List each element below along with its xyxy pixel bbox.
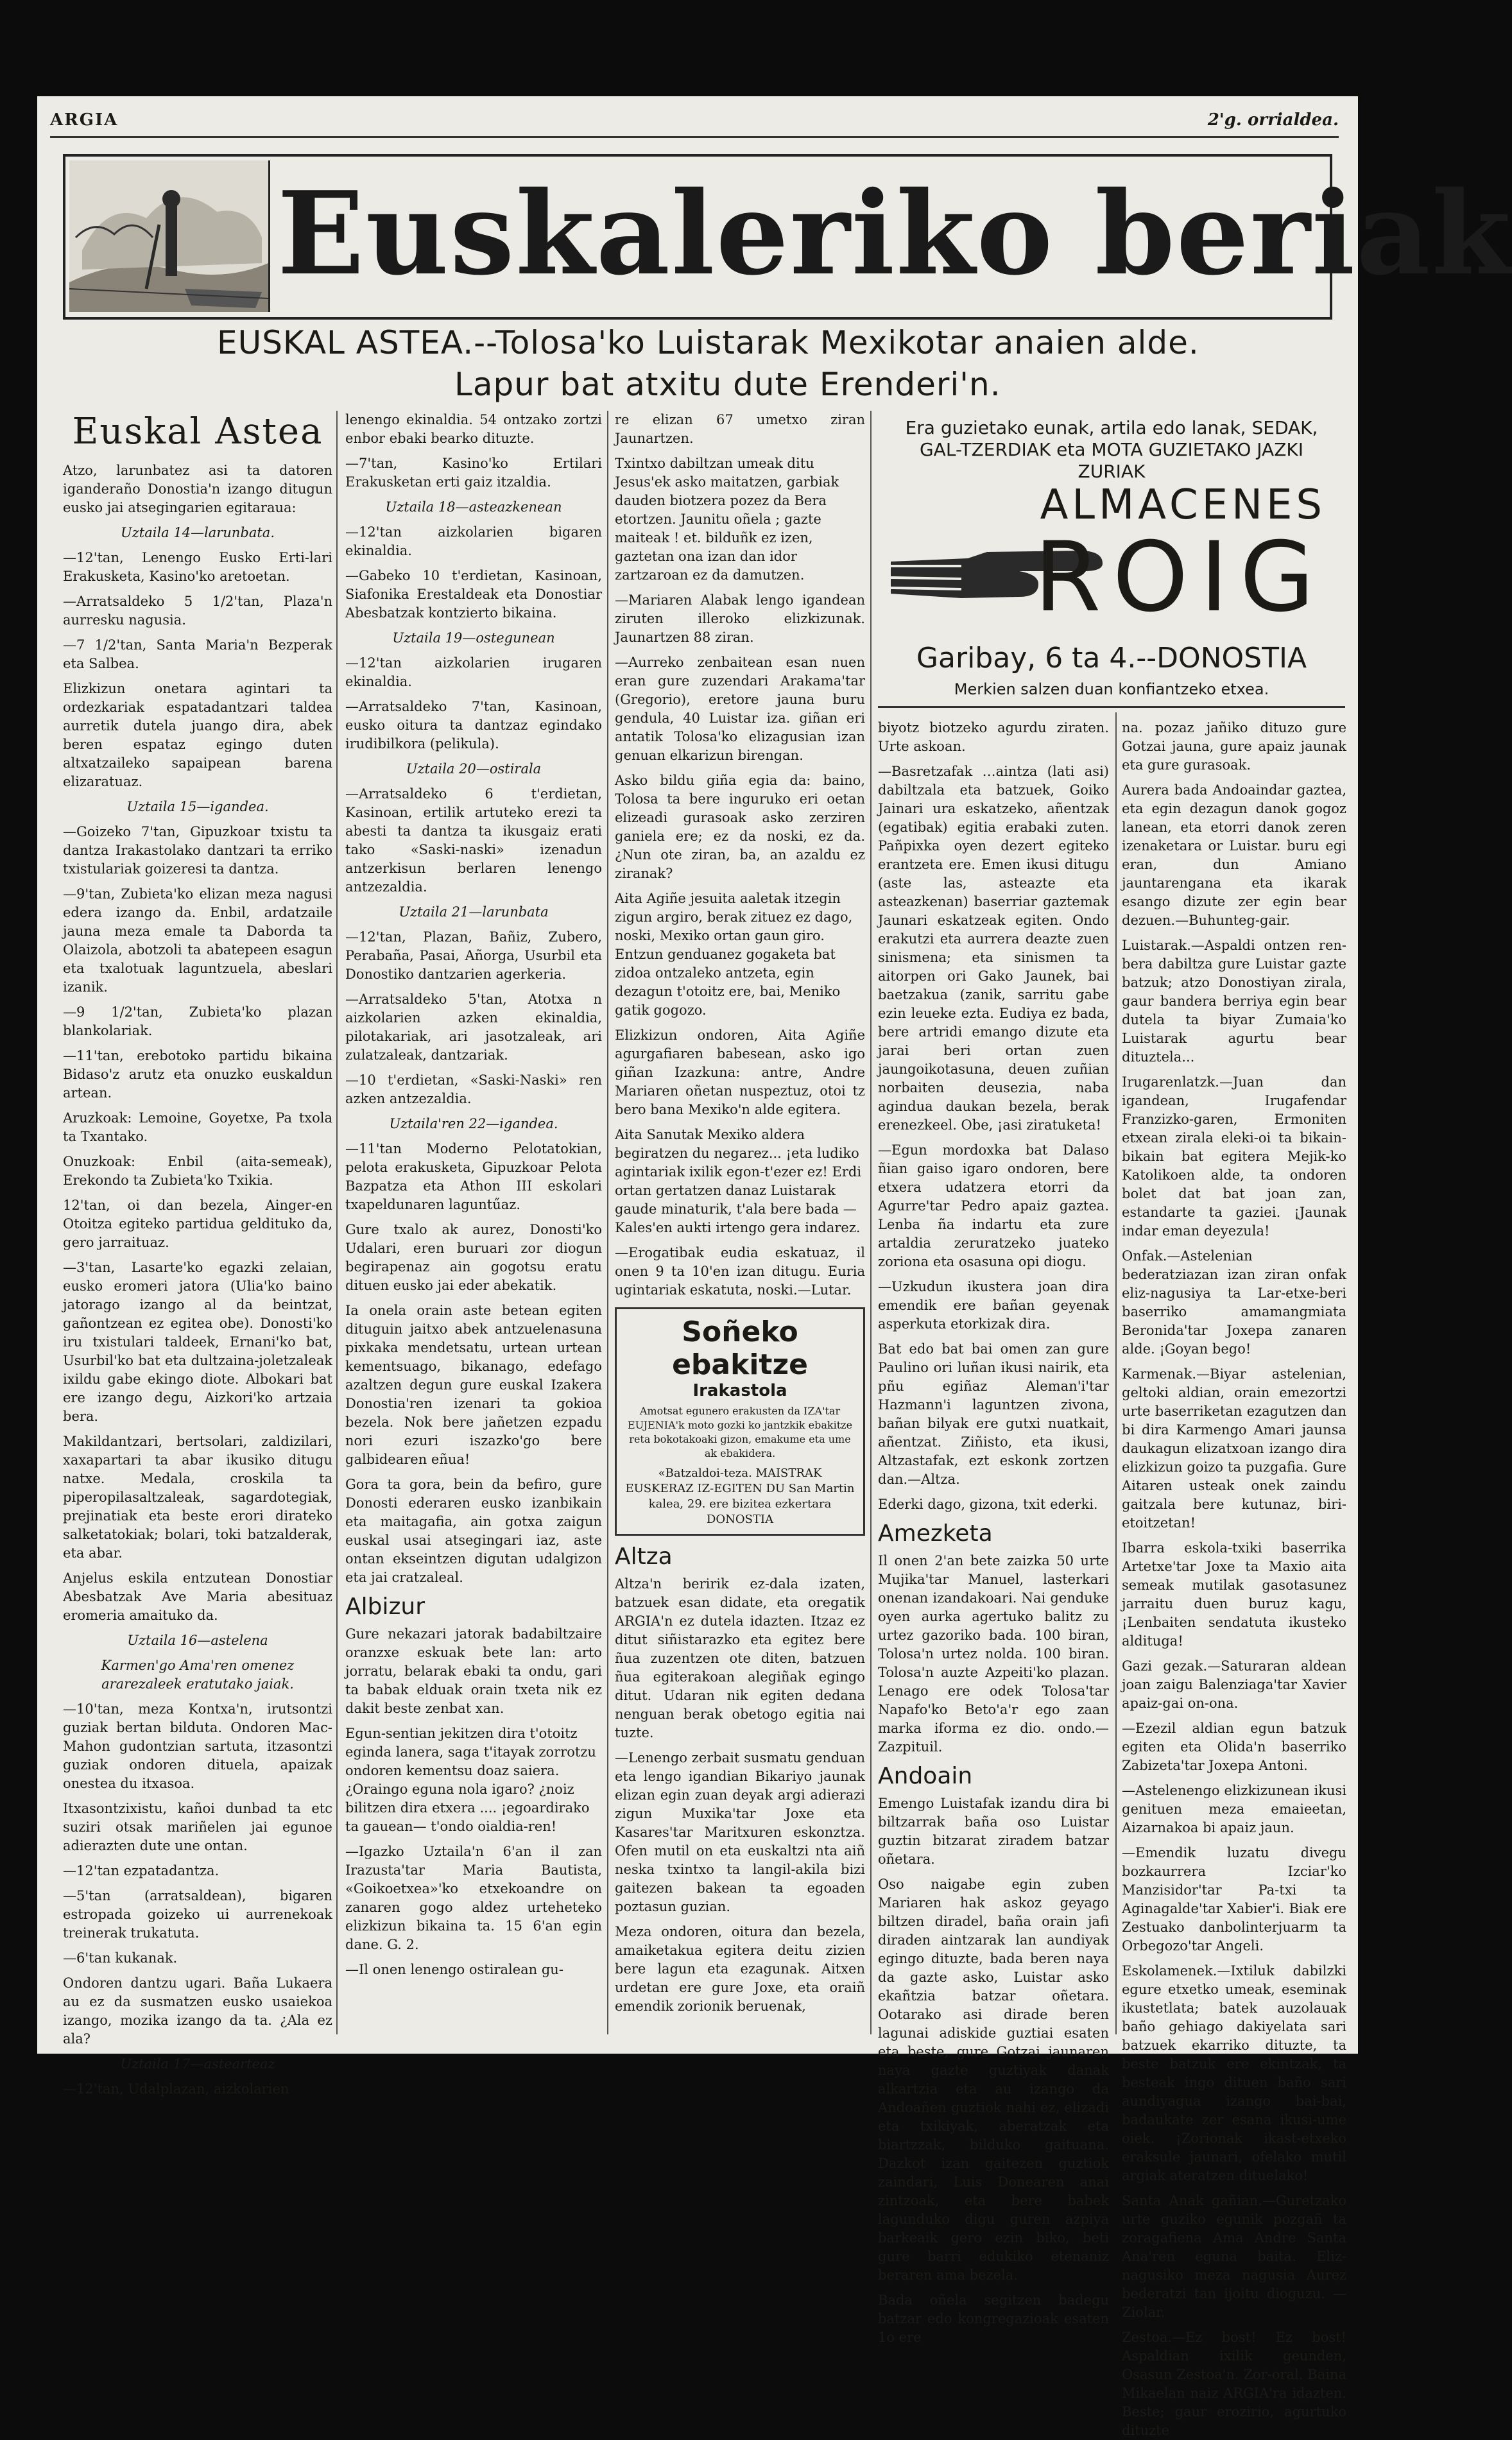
paragraph: 12'tan, oi dan bezela, Ainger-en Otoitza egiteko partidua geldituko da, gero jarraituaz. xyxy=(63,1198,332,1250)
paragraph: Meza ondoren, oitura dan bezela, amaiketakua egitera deitu zizien bere lagun eta ezagunak. Aitxen urdetan ere gure Joxe, eta oraiñ emendik zorionik beruenak, xyxy=(615,1924,865,2014)
column-3 xyxy=(615,411,865,2034)
masthead xyxy=(63,154,1512,320)
paragraph: lenengo ekinaldia. 54 ontzako zortzi enbor ebaki bearko dituzte. xyxy=(345,412,602,446)
paragraph: Atzo, larunbatez asi ta datoren iganderaño Donostia'n izango ditugun eusko jai atsegingarien egitaraua: xyxy=(63,463,332,515)
paragraph: —6'tan kukanak. xyxy=(63,1950,178,1966)
poem: Aita Sanutak Mexiko aldera begiratzen du negarez... ¡eta ludiko agintariak ixilik egon-t'ezer ez! Erdi ortan gertatzen danaz Luistarak gaude minaturik, t'ala bere bada —Kales'en aukti irtengo gera indarez. xyxy=(615,1127,862,1235)
headline-sub: Lapur bat atxitu dute Erenderi'n. xyxy=(454,366,1001,403)
paragraph: —12'tan, Lenengo Eusko Erti-lari Erakusketa, Kasino'ko aretoetan. xyxy=(63,550,332,584)
column-rule xyxy=(336,411,338,2034)
date-line: Uztaila 18—asteazkenean xyxy=(385,499,562,515)
paragraph: —11'tan Moderno Pelotatokian, pelota erakusketa, Gipuzkoar Pelota Bazpatza eta Athon III eskolari txapeldunaren laguntűaz. xyxy=(345,1141,602,1212)
paragraph: Gure txalo ak aurez, Donosti'ko Udalari, eren buruari zor diogun begirapenaz ain gogotsu eratu dituen eusko jai eder abekatik. xyxy=(345,1222,602,1293)
date-line: Uztaila 17—astearteaz xyxy=(120,2056,275,2072)
ad-body-2: «Batzaldoi-teza. MAISTRAK EUSKERAZ IZ-EGITEN DU San Martin kalea, 29. ere bizitea ezkertara DONOSTIA xyxy=(625,1466,855,1526)
date-line: Uztaila 21—larunbata xyxy=(399,904,549,920)
newspaper-page xyxy=(37,96,1512,2438)
column-1 xyxy=(63,411,332,2097)
paragraph: —Arratsaldeko 5 1/2'tan, Plaza'n aurresku nagusia. xyxy=(63,594,332,628)
date-line: Uztaila 14—larunbata. xyxy=(121,525,275,540)
ad-footer: Merkien salzen duan konfiantzeko etxea. xyxy=(954,680,1269,698)
ad-store-name-1: ALMACENES xyxy=(1040,481,1326,529)
section-heading-altza: Altza xyxy=(615,1543,673,1570)
section-heading-amezketa: Amezketa xyxy=(878,1520,993,1547)
ad-intro: Era guzietako eunak, artila edo lanak, SEDAK, GAL-TZERDIAK eta MOTA GUZIETAKO JAZKI ZURIAK xyxy=(905,417,1318,482)
paragraph: —7 1/2'tan, Santa Maria'n Bezperak eta Salbea. xyxy=(63,637,332,671)
paragraph: Elizkizun ondoren, Aita Agiñe agurgafiaren babesean, asko igo giñan Izazkuna: antre, Andre Mariaren oñetan nuspeztuz, otoi tz bero bana Mexiko'n alde egitera. xyxy=(615,1027,865,1117)
paragraph: Irugarenlatzk.—Juan dan igandean, Irugafendar Franzizko-garen, Ermoniten etxean zirala eleki-oi ta bikain-bikain bat egitera Mejik-ko Katolikoen alde, ta ondoren bolet dat bat joan zan, estandarte ta gaziei. ¡Jaunak indar eman deyezula! xyxy=(1122,1074,1346,1239)
paragraph: —12'tan ezpatadantza. xyxy=(63,1863,219,1878)
ad-address: Garibay, 6 ta 4.--DONOSTIA xyxy=(916,642,1307,674)
paragraph: —Uzkudun ikustera joan dira emendik ere bañan geyenak asperkuta etorkizak dira. xyxy=(878,1279,1109,1332)
ad-store-name-2: ROIG xyxy=(1034,522,1326,633)
paragraph: —Goizeko 7'tan, Gipuzkoar txistu ta dantza Irakastolako dantzari ta erriko txistulariak goizeresi ta dantza. xyxy=(63,824,332,877)
section-heading-andoain: Andoain xyxy=(878,1763,973,1789)
paragraph: —Arratsaldeko 6 t'erdietan, Kasinoan, ertilik artuteko erezi ta abesti ta dantza ta ikusgaiz erati tako «Saski-naski» izenadun antzerkisun berlaren lenengo antzezaldia. xyxy=(345,786,602,895)
poem: Txintxo dabiltzan umeak ditu Jesus'ek asko maitatzen, garbiak dauden biotzera pozez da Bera etortzen. Jaunitu oñela ; gazte maiteak ! et. bilduñk ez izen, gaztetan ona izan dan idor zartzaroan ez da damutzen. xyxy=(615,456,839,583)
column-rule xyxy=(1115,712,1117,2034)
paragraph: Altza'n beririk ez-dala izaten, batzuek esan didate, eta oregatik ARGIA'n ez dutela idazten. Itzaz ez ditut siñistarazko eta egitez bere ñua zuzentzen ote diten, batzuen ñua egiterakoan alegiñak egingo ditut. Udaran nik egiten dedana nenguan berak obetogo egitia nai tuzte. xyxy=(615,1576,865,1740)
headline-main: EUSKAL ASTEA.--Tolosa'ko Luistarak Mexikotar anaien alde. xyxy=(217,324,1199,361)
column-4 xyxy=(878,719,1109,2345)
masthead-title: Euskaleriko beriak xyxy=(277,166,1512,300)
running-head-left: ARGIA xyxy=(50,110,119,130)
paragraph: biyotz biotzeko agurdu ziraten. Urte askoan. xyxy=(878,720,1109,754)
page-number: 2'g. orrialdea. xyxy=(1207,110,1339,130)
paragraph: —12'tan aizkolarien irugaren ekinaldia. xyxy=(345,655,602,689)
paragraph: Anjelus eskila entzutean Donostiar Abesbatzak Ave Maria abesituaz eromeria amaituko da. xyxy=(63,1570,332,1623)
paragraph: —10'tan, meza Kontxa'n, irutsontzi guziak bertan bilduta. Ondoren Mac-Mahon gudontzian sartuta, itzasontzi guziak ondoren dituela, apaizak onestea du itxasoa. xyxy=(63,1701,332,1791)
paragraph: Zestoa.—Ez bost! Ez bost! Aspaldian ixilik geunden, Osasun Zestoa'n. Zor-oral. Baina Mikaelan naiz ARGIA'ra idazten. Beste; gaur erozirio, agurtuko dituzte xyxy=(1122,2330,1346,2438)
almacenes-roig-ad xyxy=(878,411,1345,708)
paragraph: —Lenengo zerbait susmatu genduan eta lengo igandian Bikariyo jaunak elizan egin zuan deyak argi adierazi zigun Muxika'tar Joxe eta Kasares'tar Maritxuren eskonztza. Ofen mutil on eta euskaltzi nta aiñ neska txintxo ta langil-akila bizi gaitezen bakean ta egoaden poztasun guzian. xyxy=(615,1750,865,1914)
paragraph: Karmen'go Ama'ren omenez ararezaleek eratutako jaiak. xyxy=(101,1658,295,1692)
paragraph: —Igazko Uztaila'n 6'an il zan Irazusta'tar Maria Bautista, «Goikoetxea»'ko etxekoandre on zanaren gogo aldez urteheteko elizkizun bikaina ta. 15 6'an egin dane. G. 2. xyxy=(345,1844,602,1952)
paragraph: —Aurreko zenbaitean esan nuen eran gure zuzendari Arakama'tar (Gregorio), eretore jauna buru gendula, 40 Luistar iza. giñan eri antatik Tolosa'ko elizagusian izan genuan elkarizun birengan. xyxy=(615,655,865,763)
ad-title: Soñeko ebakitze xyxy=(672,1316,808,1381)
masthead-illustration xyxy=(69,160,270,312)
paragraph: —Egun mordoxka bat Dalaso ñian gaiso igaro ondoren, bere etxera udatzera etorri da Agurre'tar Pedro apaiz gaztea. Lenba ña indartu eta zure artaldia zeruratzeko juateko zoriona eta osasuna opi diogu. xyxy=(878,1142,1109,1269)
paragraph: Asko bildu giña egia da: baino, Tolosa ta bere inguruko eri oetan elizeadi gurasoak asko zerziren ganiela ere; ez da noski, ez da. ¿Nun ote ziran, ba, an azaldu ez ziranak? xyxy=(615,773,865,881)
paragraph: Eskolamenek.—Ixtiluk dabilzki egure etxetko umeak, eseminak ikustetlata; batek auzolauak baño gehiago dakiyelata sari batzuek ekarriko dituzte, ta beste batzuk ere ekintzak, ta besteak ingo dituen baño sari aundiyagua izango bai-bai, badaukate zer esana ikusi-ume oiek. ¡Zorionak ikast-etxeko eraksule jaunari, ofelako mutil argiak ateratzen dituelako! xyxy=(1122,1963,1346,2183)
paragraph: —Mariaren Alabak lengo igandean ziruten illeroko elizkizunak. Jaunartzen 88 ziran. xyxy=(615,592,865,645)
paragraph: Bat edo bat bai omen zan gure Paulino ori luñan ikusi nairik, eta pñu egiñaz Aleman'i'tar Hazmann'i laguntzen zivona, bañan bilyak ere gutxi nuatkait, añentzat. Ziñisto, eta ikusi, Altzastafak, ezt eskonk zortzen dan.—Altza. xyxy=(878,1341,1109,1487)
paragraph: —Emendik luzatu divegu bozkaurrera Izciar'ko Manzisidor'tar Pa-txi ta Aginagalde'tar Xabier'i. Biak ere Zestuako danbolinterjuarm ta Orbegozo'tar Angeli. xyxy=(1122,1845,1346,1954)
column-5 xyxy=(1122,719,1346,2438)
paragraph: Gazi gezak.—Saturaran aldean joan zaigu Balenziaga'tar Xavier apaiz-gai on-ona. xyxy=(1122,1658,1346,1711)
paragraph: —Gabeko 10 t'erdietan, Kasinoan, Siafonika Erestaldeak eta Donostiar Abesbatzak kontzierto bikaina. xyxy=(345,568,602,621)
date-line: Uztaila 19—ostegunean xyxy=(392,630,555,646)
paragraph: Ondoren dantzu ugari. Baña Lukaera au ez da susmatzen eusko usaiekoa izango, mozika izango da ta. ¿Ala ez ala? xyxy=(63,1975,332,2047)
paragraph: Itxasontzixistu, kañoi dunbad ta etc suziri otsak mariñelen jai egunoe adierazten dute une ontan. xyxy=(63,1801,332,1853)
paragraph: Aruzkoak: Lemoine, Goyetxe, Pa txola ta Txantako. xyxy=(63,1110,332,1144)
paragraph: —7'tan, Kasino'ko Ertilari Erakusketan erti gaiz itzaldia. xyxy=(345,456,602,490)
paragraph: —10 t'erdietan, «Saski-Naski» ren azken antzezaldia. xyxy=(345,1072,602,1106)
paragraph: —9 1/2'tan, Zubieta'ko plazan blankolariak. xyxy=(63,1004,332,1038)
paragraph: Luistarak.—Aspaldi ontzen ren-bera dabiltza gure Luistar gazte batzuk; atzo Donostiyan zirala, gaur bandera berriya egin bear dutela ta biyar Zumaia'ko Luistarak agurtu bear dituztela... xyxy=(1122,938,1346,1065)
paragraph: —12'tan aizkolarien bigaren ekinaldia. xyxy=(345,524,602,558)
ad-subtitle: Irakastola xyxy=(692,1381,787,1400)
soneko-ebakitze-ad xyxy=(615,1307,865,1536)
paragraph: Onfak.—Astelenian bederatziazan izan ziran onfak eliz-nagusiya ta Lar-etxe-beri baserriko amamangmiata Beronida'tar Joxepa zanaren alde. ¡Goyan bego! xyxy=(1122,1248,1346,1357)
paragraph: Ibarra eskola-txiki baserrika Artetxe'tar Joxe ta Maxio aita semeak mutilak gasotasunez jarraitu duen buruz kagu, ¡Lenbaiten sendatuta ikusteko aldituga! xyxy=(1122,1540,1346,1649)
poem: Egun-sentian jekitzen dira t'otoitz eginda lanera, saga t'itayak zorrotzu ondoren kementsu doaz saiera. ¿Oraingo eguna nola igaro? ¿noiz bilitzen dira etxera .... ¡egoardirako ta gauean— t'ondo oialdia-ren! xyxy=(345,1726,596,1834)
paragraph: Oso naigabe egin zuben Mariaren hak askoz geyago biltzen diradel, baña orain jafi diraden aintzarak lan aundiyak egingo dituzte, bada beren naya da gazte asko, Luistar asko ekañtzia batzar oñetara. Ootarako asi dirade beren lagunai adiskide guztiai esaten eta beste, gure Gotzai jaunaren naya gazte guztiyak danak alkartzia eta au izango da Andoañen guztiok nahi ez, elizadi eta txikiyak, aberatzak eta biartzzak, bilduko gaituana. Dazkot izan gaitezen guztiok zaindari, Luis Donearen anai zintzoak, eta bere babek lagunduko digu guren azpiya barkeaik gero ezin biko, beti gure barri edukiko etenaniz beraren ama bezela. xyxy=(878,1877,1109,2283)
column-rule xyxy=(870,411,872,2034)
paragraph: re elizan 67 umetxo ziran Jaunartzen. xyxy=(615,412,865,446)
column-2 xyxy=(345,411,602,2034)
paragraph: Ederki dago, gizona, txit ederki. xyxy=(878,1497,1098,1512)
section-heading-albizur: Albizur xyxy=(345,1594,425,1620)
paragraph: —Astelenengo elizkizunean ikusi genituen meza emaieetan, Aizarnakoa bi apaiz jaun. xyxy=(1122,1783,1346,1835)
paragraph: Ia onela orain aste betean egiten dituguin jaitxo abek antzuelenasuna pixkaka mendetsatu, urtean urtean kementsuago, bikanago, edefago azaltzen degun gure euskal Izakera Donostia'ren izenari ta gokioa bezela. Nok bere jañetzen ezpadu nori ezuri iszazko'go bere galbidearen eñua! xyxy=(345,1303,602,1467)
paragraph: —9'tan, Zubieta'ko elizan meza nagusi edera izango da. Enbil, ardatzaile jauna meza emale ta Daborda ta Olaizola, abotzoli ta abatepeen esagun eta txalotuak laguntzuela, abeslari izanik. xyxy=(63,886,332,995)
paragraph: Onuzkoak: Enbil (aita-semeak), Erekondo ta Zubieta'ko Txikia. xyxy=(63,1154,332,1188)
paragraph: Santa Anak gañian.—Guretzako urte guziko egunik pozgañ ta zoragafiena Ama Andre Santa Ana'ren eguna baita. Eliz-nagusiko meza nagusia Aurez bederatzi tan ijoitu dioguzu. —Ziolar. xyxy=(1122,2193,1346,2320)
poem: Aita Agiñe jesuita aaletak itzegin zigun argiro, berak zituez ez dago, noski, Mexiko ortan gaun giro. Entzun genduanez gogaketa bat zidoa ontzaleko antzeta, egin dezagun t'otoitz ere, bai, Meniko gatik gogozo. xyxy=(615,891,853,1018)
paragraph: —12'tan, Plazan, Bañiz, Zubero, Perabaña, Pasai, Añorga, Usurbil eta Donostiko dantzarien agerkeria. xyxy=(345,929,602,982)
paragraph: —12'tan, Udalplazan, aizkolarien xyxy=(63,2081,289,2097)
date-line: Uztaila 16—astelena xyxy=(127,1633,268,1648)
paragraph: —3'tan, Lasarte'ko egazki zelaian, eusko eromeri jatora (Ulia'ko baino jatorago izango al da beintzat, gañontzean ez egitea obe). Donosti'ko iru txistulari taldeek, Ernani'ko bat, Usurbil'ko bat eta dultzaina-joletzaleak ixildu gabe ekingo diote. Albokari bat ere izango degu, Aizkori'ko artzaia bera. xyxy=(63,1260,332,1424)
paragraph: —Arratsaldeko 7'tan, Kasinoan, eusko oitura ta dantzaz egindako irudibilkora (pelikula). xyxy=(345,699,602,752)
paragraph: —Basretzafak …aintza (lati asi) dabiltzala eta batzuek, Goiko Jainari ura eskatzeko, añentzak (egatibak) egitia erabaki zuten. Pañpixka oyen dezert egiteko erantzeta ere. Emen ikusi ditugu (aste las, asteazte eta asteazkenan) baserriar gaztemak Jaunari eskatzeak egiten. Ondo erakutzi eta aurrera deazte zuen sinismena; eta sinismen ta aitorpen ori Gako Jaunek, bai baetzakua (zanik, sarritu gabe ezin leueke ezta. Eudiya ez bada, bere artridi emango dizute eta jarai beri ortan zuen jaungoikotasuna, deuen zuñian norbaiten deusezia, naba agindua daukan bezela, berak erenezkeel. Obe, ¡asi ziratuketa! xyxy=(878,764,1109,1133)
paragraph: Aurera bada Andoaindar gaztea, eta egin dezagun danok gogoz lanean, eta etorri danok zeren izenaketara or Luistar. buru egi eran, dun Amiano jauntarengana eta ikarak esango dizute zer egin bear dezuen.—Buhunteg-gair. xyxy=(1122,782,1346,928)
paragraph: —11'tan, erebotoko partidu bikaina Bidaso'z arutz eta onuzko euskaldun artean. xyxy=(63,1048,332,1101)
paragraph: Elizkizun onetara agintari ta ordezkariak espatadantzari taldea aurretik dutela juango dira, abek beren espataz egingo duten altxatzaileko sapaipean barena elizaratuaz. xyxy=(63,681,332,789)
paragraph: Gure nekazari jatorak badabiltzaire oranzxe eskuak bete lan: arto jorratu, belarak ebaki ta ondu, gari ta babak elduak orain txeta nik ez dakit beste zenbat xan. xyxy=(345,1626,602,1716)
running-head xyxy=(50,110,1339,138)
ad-body: Amotsat egunero erakusten da IZA'tar EUJENIA'k moto gozki ko jantzkik ebakitze reta bokotakoaki gizon, emakume eta ume ak ebakidera. xyxy=(627,1405,853,1459)
paragraph: Karmenak.—Biyar astelenian, geltoki aldian, orain emezortzi urte baserriketan ezagutzen dan bi dira Karmengo Amari jaunsa daukagun elizatxoan izango dira elizkizun goizo ta puzgafia. Gure Aitaren usteak onek zaindu gaitzala bere kutunaz, biri-etoitzetan! xyxy=(1122,1366,1346,1531)
paragraph: Gora ta gora, bein da befiro, gure Donosti ederaren eusko izanbikain eta maitagafia, ain gotxa zaigun euskal usai atsegingari iaz, aste ontan ekseintzen digutan udalgizon eta jai cratzaleal. xyxy=(345,1477,602,1585)
date-line: Uztaila'ren 22—igandea. xyxy=(389,1116,558,1131)
date-line: Uztaila 15—igandea. xyxy=(126,799,269,814)
paragraph: —5'tan (arratsaldean), bigaren estropada goizeko ui aurrenekoak treinerak trukatuta. xyxy=(63,1888,332,1941)
paragraph: —Il onen lenengo ostiralean gu- xyxy=(345,1962,563,1977)
paragraph: —Arratsaldeko 5'tan, Atotxa n aizkolarien azken ekinaldia, pilotakariak, ari jasotzaleak, ari zulatzaleak, dantzariak. xyxy=(345,992,602,1063)
paragraph: —Erogatibak eudia eskatuaz, il onen 9 ta 10'en izan ditugu. Euria ugintariak eskatuta, noski.—Lutar. xyxy=(615,1245,865,1298)
column-rule xyxy=(607,411,608,2034)
paragraph: —Ezezil aldian egun batzuk egiten eta Olida'n baserriko Zabizeta'tar Joxepa Antoni. xyxy=(1122,1721,1346,1773)
paragraph: na. pozaz jañiko dituzo gure Gotzai jauna, gure apaiz jaunak eta gure gurasoak. xyxy=(1122,720,1346,773)
paragraph: Bada oñela segitzen badegu batzar edo kongregazioak esaten 1o ere xyxy=(878,2292,1109,2345)
paragraph: Il onen 2'an bete zaizka 50 urte Mujika'tar Manuel, lasterkari onenan izandakoari. Nai genduke oyen aurka agertuko balitz zu urtez gazoriko bada. 100 biran, Tolosa'n urtez nolda. 100 biran. Tolosa'n auzte Azpeiti'ko plazan. Lenago ere odek Tolosa'tar Napafo'ko Beto'a'r ego zaan marka iforma ez dio. ondo.—Zazpituil. xyxy=(878,1553,1109,1755)
paragraph: Emengo Luistafak izandu dira bi biltzarrak baña oso Luistar guztin bitzarat ziradem batzar oñetara. xyxy=(878,1796,1109,1867)
date-line: Uztaila 20—ostirala xyxy=(406,761,542,777)
paragraph: Makildantzari, bertsolari, zaldizilari, xaxapartari ta abar ikusiko ditugu natxe. Medala, croskila ta piperopilasaltzaleak, sagardotegiak, prejinatiak eta beste erori dirateko salketatokiak; bolari, toki batzalderak, eta abar. xyxy=(63,1434,332,1561)
article-title-euskal-astea: Euskal Astea xyxy=(72,411,323,452)
